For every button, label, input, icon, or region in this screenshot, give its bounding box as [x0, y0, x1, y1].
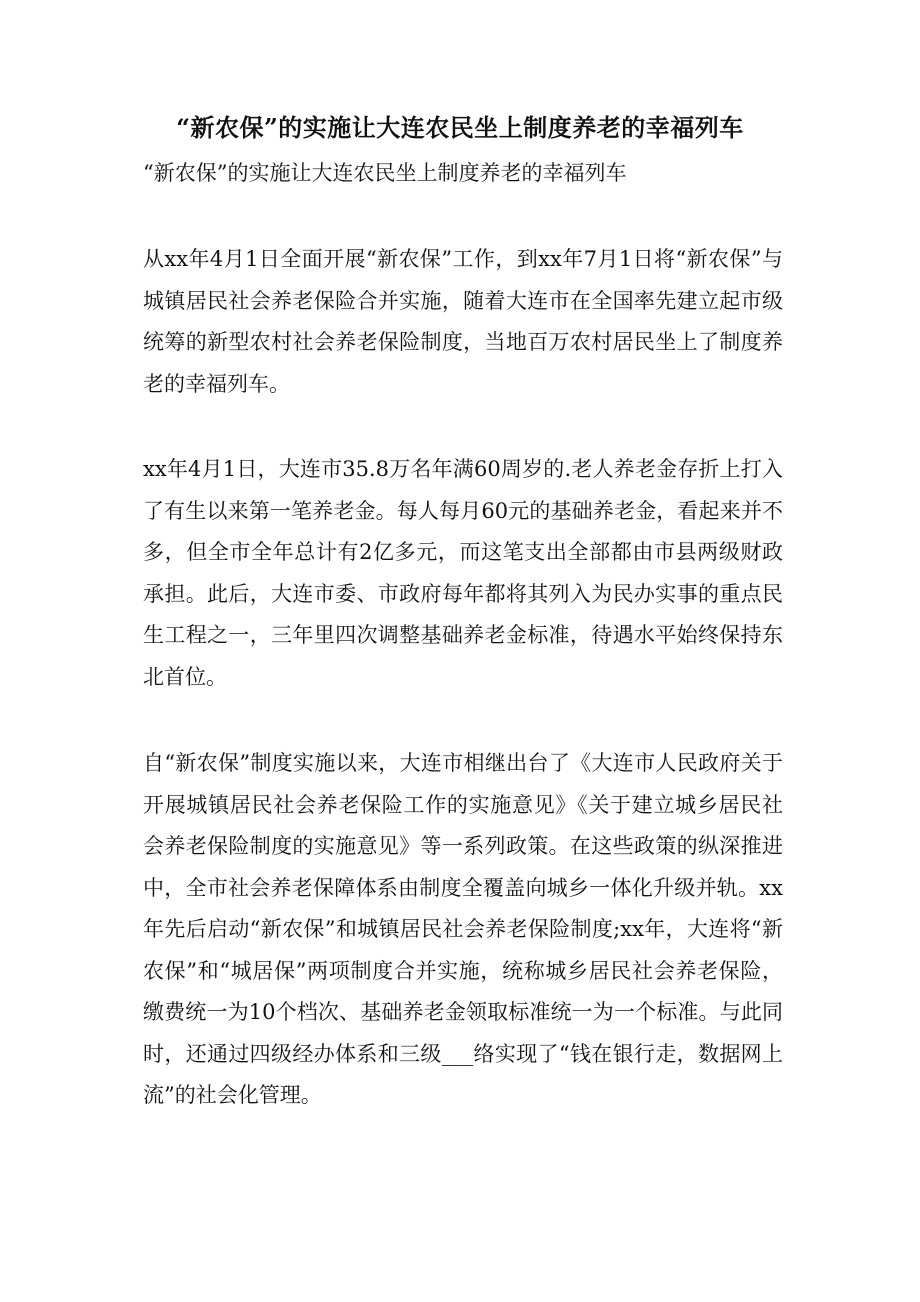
paragraph-1: 从xx年4月1日全面开展“新农保”工作，到xx年7月1日将“新农保”与城镇居民社会养老保险合并实施，随着大连市在全国率先建立起市级统筹的新型农村社会养老保险制度，当地百万农村居民坐上了制度养老的幸福列车。 [143, 247, 783, 396]
paragraph-2: xx年4月1日，大连市35.8万名年满60周岁的.老人养老金存折上打入了有生以来第一笔养老金。每人每月60元的基础养老金，看起来并不多，但全市全年总计有2亿多元，而这笔支出全部都由市县两级财政承担。此后，大连市委、市政府每年都将其列入为民办实事的重点民生工程之一，三年里四次调整基础养老金标准，待遇水平始终保持东北首位。 [143, 457, 783, 689]
paragraph-3: 自“新农保”制度实施以来，大连市相继出台了《大连市人民政府关于开展城镇居民社会养老保险工作的实施意见》《关于建立城乡居民社会养老保险制度的实施意见》等一系列政策。在这些政策的纵深推进中，全市社会养老保障体系由制度全覆盖向城乡一体化升级并轨。xx年先后启动“新农保”和城镇居民社会养老保险制度;xx年，大连将“新农保”和“城居保”两项制度合并实施，统称城乡居民社会养老保险，缴费统一为10个档次、基础养老金领取标准统一为一个标准。与此同时，还通过四级经办体系和三级___络实现了“钱在银行走，数据网上流”的社会化管理。 [143, 751, 783, 1107]
document-title: “新农保”的实施让大连农民坐上制度养老的幸福列车 [176, 113, 744, 142]
document-subtitle: “新农保”的实施让大连农民坐上制度养老的幸福列车 [143, 161, 627, 185]
